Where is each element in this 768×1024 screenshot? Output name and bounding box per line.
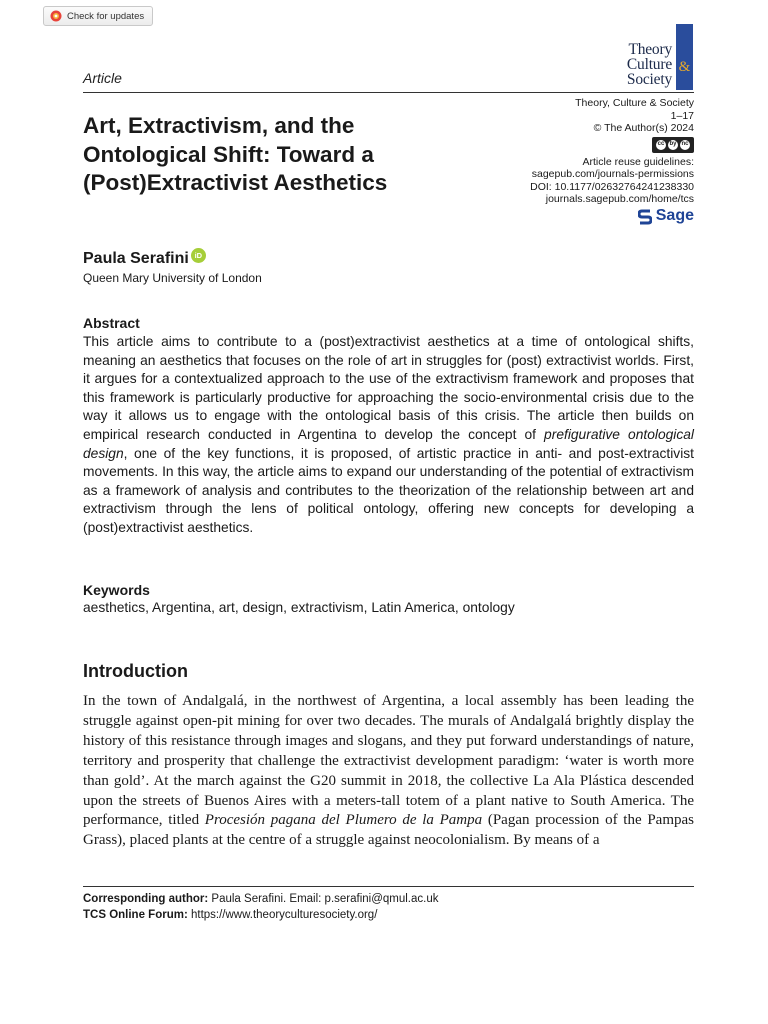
sage-logo[interactable]: [484, 209, 694, 225]
sage-label: Sage: [655, 207, 694, 225]
logo-line-theory: Theory: [628, 41, 672, 58]
logo-line-society: Society: [626, 71, 672, 88]
introduction-body: [83, 692, 694, 851]
keywords-list: aesthetics, Argentina, art, design, extractivism, Latin America, ontology: [83, 600, 515, 615]
corresponding-author-label: Corresponding author:: [83, 893, 209, 905]
article-type: Article: [83, 70, 122, 86]
logo-line-culture: Culture: [626, 56, 672, 73]
cc-license-badge[interactable]: [652, 137, 694, 153]
tcs-online-forum: [83, 909, 377, 921]
abstract-text-part1: This article aims to contribute to a (post)extractivist aesthetics at a time of ontological shifts, meaning an aesthetics that focuses on the role of art in struggles for (post) extractivist worlds. First, it argues for a contextualized approach to the use of the extractivism framework and proposes that this framework is particularly productive for approaching the socio-environmental crisis due to the way it allows us to engage with the ontological basis of this crisis. The article then builds on empirical research conducted in Argentina to develop the concept of: [83, 334, 694, 442]
article-title: Art, Extractivism, and the Ontological Shift: Toward a (Post)Extractivist Aesthetics: [83, 113, 388, 195]
corresponding-author-text: Paula Serafini. Email: p.serafini@qmul.ac.uk: [208, 893, 439, 905]
abstract-text-emphasis: prefigurative ontological design: [83, 426, 694, 461]
abstract-body: [83, 333, 694, 538]
intro-text-emphasis: Procesión pagana del Plumero de la Pampa: [204, 812, 483, 829]
check-updates-icon: [50, 10, 62, 22]
check-updates-label: Check for updates: [67, 10, 145, 22]
sage-s-icon: [638, 209, 652, 225]
nc-icon: nc: [680, 140, 690, 150]
check-for-updates-button[interactable]: [43, 6, 153, 26]
journal-name: Theory, Culture & Society: [575, 97, 694, 109]
keywords-heading: Keywords: [83, 582, 150, 598]
abstract-heading: Abstract: [83, 315, 140, 331]
journal-home-link[interactable]: journals.sagepub.com/home/tcs: [545, 193, 694, 205]
author-affiliation: Queen Mary University of London: [83, 271, 262, 285]
author-name-row: [83, 250, 206, 268]
corresponding-author: [83, 893, 439, 905]
logo-ampersand: &: [678, 59, 691, 75]
footnote-divider: [83, 886, 694, 887]
page-range: 1–17: [670, 109, 694, 122]
introduction-heading: Introduction: [83, 661, 188, 681]
orcid-icon[interactable]: iD: [191, 248, 206, 263]
intro-text-part2: (Pagan procession of the Pampas Grass), placed plants at the centre of a struggle against neocolonialism. By means of a: [83, 812, 694, 849]
tcs-forum-label: TCS Online Forum:: [83, 909, 188, 921]
journal-logo[interactable]: [606, 42, 696, 88]
author-name: Paula Serafini: [83, 250, 189, 267]
tcs-forum-link[interactable]: https://www.theoryculturesociety.org/: [187, 909, 378, 921]
doi-link[interactable]: DOI: 10.1177/02632764241238330: [530, 180, 694, 193]
abstract-text-part2: , one of the key functions, it is proposed, of artistic practice in anti- and post-extractivist movements. In this way, the article aims to expand our understanding of the potential of extractivism as a framework of analysis and contributes to the theorization of the relationship between art and extractivism through the lens of political ontology, offering new concepts for developing a (post)extractivist aesthetics.: [83, 445, 694, 535]
reuse-link[interactable]: sagepub.com/journals-permissions: [531, 168, 694, 180]
by-icon: by: [668, 140, 678, 150]
reuse-label: Article reuse guidelines:: [582, 155, 694, 168]
header-divider: [83, 92, 694, 93]
logo-bar: [676, 24, 693, 90]
intro-text-part1: In the town of Andalgalá, in the northwest of Argentina, a local assembly has been leading the struggle against open-pit mining for over two decades. The murals of Andalgalá brightly display the history of this resistance through images and slogans, and they put forward understandings of nature, territory and prosperity that challenge the extractivist development paradigm: ‘water is worth more than gold’. At the march against the G20 summit in 2018, the collective La Ala Plástica descended upon the streets of Buenos Aires with a meters-tall totem of a plant native to South America. The performance, titled: [83, 693, 694, 829]
copyright: © The Author(s) 2024: [593, 122, 694, 134]
publication-meta: [484, 97, 694, 225]
cc-icon: cc: [656, 140, 666, 150]
